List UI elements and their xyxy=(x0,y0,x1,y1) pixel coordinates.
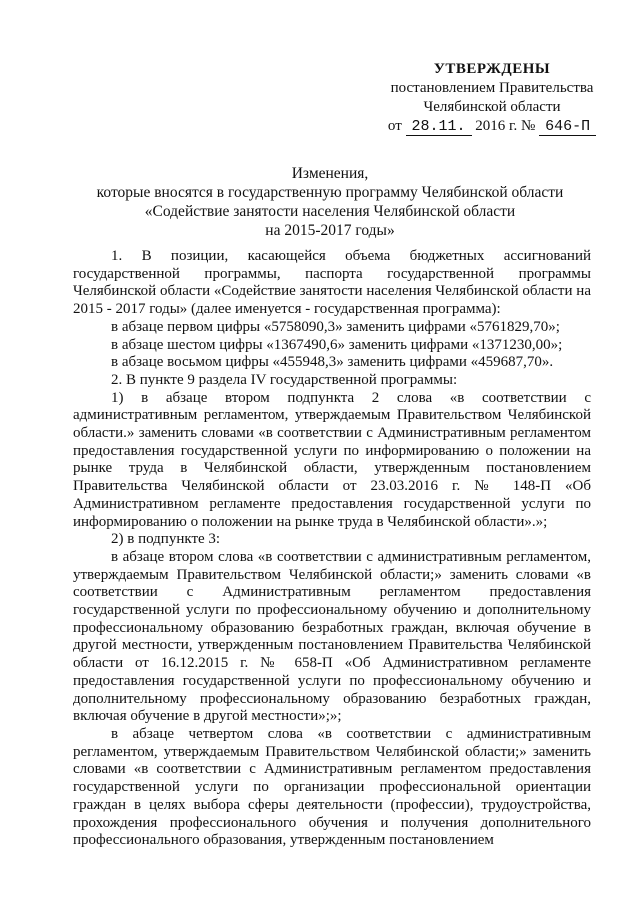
title-line-3: «Содействие занятости населения Челябинской области xyxy=(144,203,516,220)
paragraph: в абзаце четвертом слова «в соответствии с административным регламентом, утверждаемым Правительством Челябинской области;» заменить словами «в соответствии с Административным регламентом предоставления государственной услуги по организации профессиональной ориентации граждан в целях выбора сферы деятельности (профессии), трудоустройства, прохождения профессионального обучения и получения дополнительного профессионального образования, утвержденным постановлением xyxy=(73,725,591,849)
document-body xyxy=(73,248,591,850)
paragraph: в абзаце восьмом цифры «455948,3» заменить цифрами «459687,70». xyxy=(111,354,554,371)
title-line-1: Изменения, xyxy=(291,165,369,182)
title-line-2: которые вносятся в государственную программу Челябинской области xyxy=(96,184,564,201)
approval-date-line xyxy=(372,117,612,136)
paragraph: в абзаце первом цифры «5758090,3» заменить цифрами «5761829,70»; xyxy=(111,318,560,335)
approval-year: 2016 г. № xyxy=(475,118,536,134)
paragraph: 1) в абзаце втором подпункта 2 слова «в соответствии с административным регламентом, утверждаемым Правительством Челябинской области.» заменить словами «в соответствии с Административным регламентом предоставления государственной услуги по информированию о положении на рынке труда в Челябинской области, утвержденным постановлением Правительства Челябинской области от 23.03.2016 г. № 148-П «Об Административном регламенте предоставления государственной услуги по информированию о положении на рынке труда в Челябинской области».»; xyxy=(73,389,591,530)
approval-block xyxy=(372,60,612,136)
paragraph: в абзаце шестом цифры «1367490,6» заменить цифрами «1371230,00»; xyxy=(111,336,563,353)
title-line-4: на 2015-2017 годы» xyxy=(265,222,395,239)
approval-heading: УТВЕРЖДЕНЫ xyxy=(433,61,551,77)
paragraph: в абзаце втором слова «в соответствии с административным регламентом, утверждаемым Правительством Челябинской области;» заменить словами «в соответствии с Административным регламентом предоставления государственной услуги по профессиональному обучению и дополнительному профессиональному образованию безработных граждан, включая обучение в другой местности, утвержденным постановлением Правительства Челябинской области от 16.12.2015 г. № 658-П «Об Административном регламенте предоставления государственной услуги по профессиональному обучению и дополнительному профессиональному образованию безработных граждан, включая обучение в другой местности»;»; xyxy=(73,548,591,725)
paragraph: 2) в подпункте 3: xyxy=(111,531,221,548)
paragraph: 1. В позиции, касающейся объема бюджетных ассигнований государственной программы, паспорта государственной программы Челябинской области «Содействие занятости населения Челябинской области на 2015 - 2017 годы» (далее именуется - государственная программа): xyxy=(73,248,591,318)
approval-line-1: постановлением Правительства xyxy=(390,80,594,96)
document-title xyxy=(70,164,590,240)
approval-date: 28.11. xyxy=(406,118,472,136)
date-prefix: от xyxy=(387,118,402,134)
approval-number: 646-П xyxy=(539,118,596,136)
approval-line-2: Челябинской области xyxy=(423,99,561,115)
paragraph: 2. В пункте 9 раздела IV государственной программы: xyxy=(111,371,458,388)
